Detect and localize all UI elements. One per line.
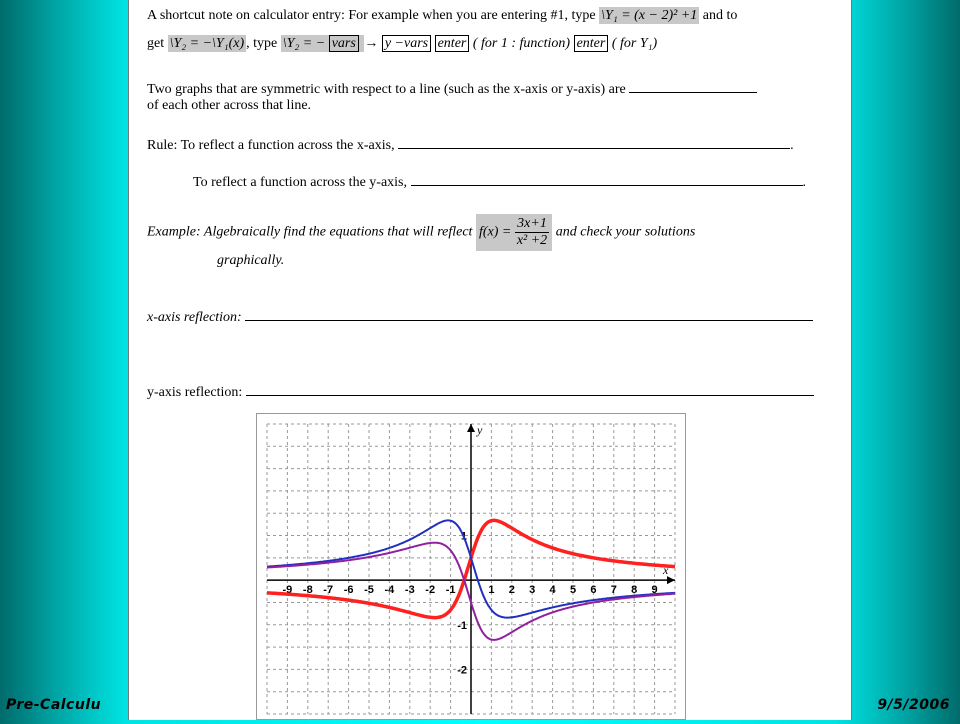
y-axis-reflection-line	[147, 383, 814, 401]
x-tick-label: -1	[445, 584, 456, 597]
rule-x-axis-line	[147, 136, 794, 154]
x-tick-label: -2	[425, 584, 436, 597]
rule-y-axis-text: To reflect a function across the y-axis,	[193, 175, 407, 190]
symmetry-text: Two graphs that are symmetric with respect to a line (such as the x-axis or y-axis) are	[147, 82, 626, 97]
x-axis-arrow	[667, 576, 675, 584]
keystroke-sequence	[281, 35, 365, 52]
get-text: get	[147, 36, 165, 51]
function-fraction	[515, 216, 549, 249]
period: .	[802, 175, 806, 190]
for-y1-text: ( for Y₁)	[611, 36, 658, 51]
example-line-1	[147, 214, 695, 251]
y-tick-label: -1	[457, 619, 467, 632]
for-function-text: ( for 1 : function)	[472, 36, 571, 51]
y-axis-arrow	[467, 424, 475, 432]
calculator-note-suffix: and to	[702, 8, 738, 23]
x-tick-label: 3	[529, 584, 536, 597]
fraction-numerator: 3x+1	[515, 216, 549, 233]
answer-blank[interactable]	[629, 80, 757, 93]
symmetry-paragraph-line-2: of each other across that line.	[147, 98, 312, 113]
x-tick-label: 2	[508, 584, 515, 597]
rule-y-axis-line	[193, 173, 806, 191]
x-axis-reflection-label: x-axis reflection:	[147, 310, 242, 325]
reflection-graph	[256, 413, 686, 720]
x-tick-label: 1	[488, 584, 495, 597]
key-enter: enter	[435, 35, 470, 52]
period: .	[790, 138, 794, 153]
y-tick-label: 1	[460, 530, 467, 543]
calculator-note-line-1	[147, 8, 737, 24]
symmetry-paragraph-line-1	[147, 80, 757, 98]
example-function-highlight	[476, 214, 552, 251]
x-axis-label: x	[663, 563, 669, 578]
x-tick-label: 6	[590, 584, 597, 597]
arrow-text: →	[364, 36, 379, 51]
key-y-vars: y −vars	[382, 35, 431, 52]
x-tick-label: -7	[323, 584, 334, 597]
footer-course: Pre-Calculu	[6, 697, 102, 713]
example-suffix: and check your solutions	[555, 224, 696, 240]
key-vars: vars	[329, 35, 359, 52]
key-y2-eq: \Y₂ = −	[282, 36, 326, 51]
fraction-denominator: x² +2	[516, 233, 548, 248]
graph-canvas	[257, 414, 685, 719]
rule-y-axis-blank[interactable]	[411, 173, 803, 186]
footer-date: 9/5/2006	[877, 697, 950, 713]
y1-formula-highlight: \Y₁ = (x − 2)² +1	[601, 8, 698, 23]
y-tick-label: -2	[457, 664, 467, 677]
x-tick-label: -3	[404, 584, 415, 597]
x-tick-label: 9	[651, 584, 658, 597]
calculator-note-text: A shortcut note on calculator entry: For example when you are entering #1, type	[147, 8, 596, 23]
y-axis-reflection-label: y-axis reflection:	[147, 385, 243, 400]
key-enter-2: enter	[574, 35, 609, 52]
x-tick-label: -9	[282, 584, 293, 597]
example-line-2: graphically.	[217, 253, 285, 268]
x-axis-reflection-blank[interactable]	[245, 308, 813, 321]
type-text: , type	[246, 36, 278, 51]
example-text: Example: Algebraically find the equations that will reflect	[147, 224, 473, 240]
x-axis-reflection-line	[147, 308, 813, 326]
x-tick-label: 5	[569, 584, 577, 597]
rule-x-axis-blank[interactable]	[398, 136, 790, 149]
x-tick-label: -8	[302, 584, 313, 597]
x-tick-label: 4	[549, 584, 556, 597]
x-tick-label: -5	[364, 584, 374, 597]
calculator-note-line-2	[147, 36, 657, 52]
y2-formula-highlight: \Y₂ = −\Y₁(x)	[169, 36, 245, 51]
x-tick-label: 8	[631, 584, 638, 597]
x-tick-label: 7	[610, 584, 617, 597]
rule-x-axis-text: Rule: To reflect a function across the x-axis,	[147, 138, 395, 153]
y-axis-reflection-blank[interactable]	[246, 383, 814, 396]
y-axis-label: y	[477, 423, 483, 437]
x-tick-label: -6	[343, 584, 354, 597]
x-tick-label: -4	[384, 584, 395, 597]
function-name: f(x) =	[478, 224, 512, 240]
